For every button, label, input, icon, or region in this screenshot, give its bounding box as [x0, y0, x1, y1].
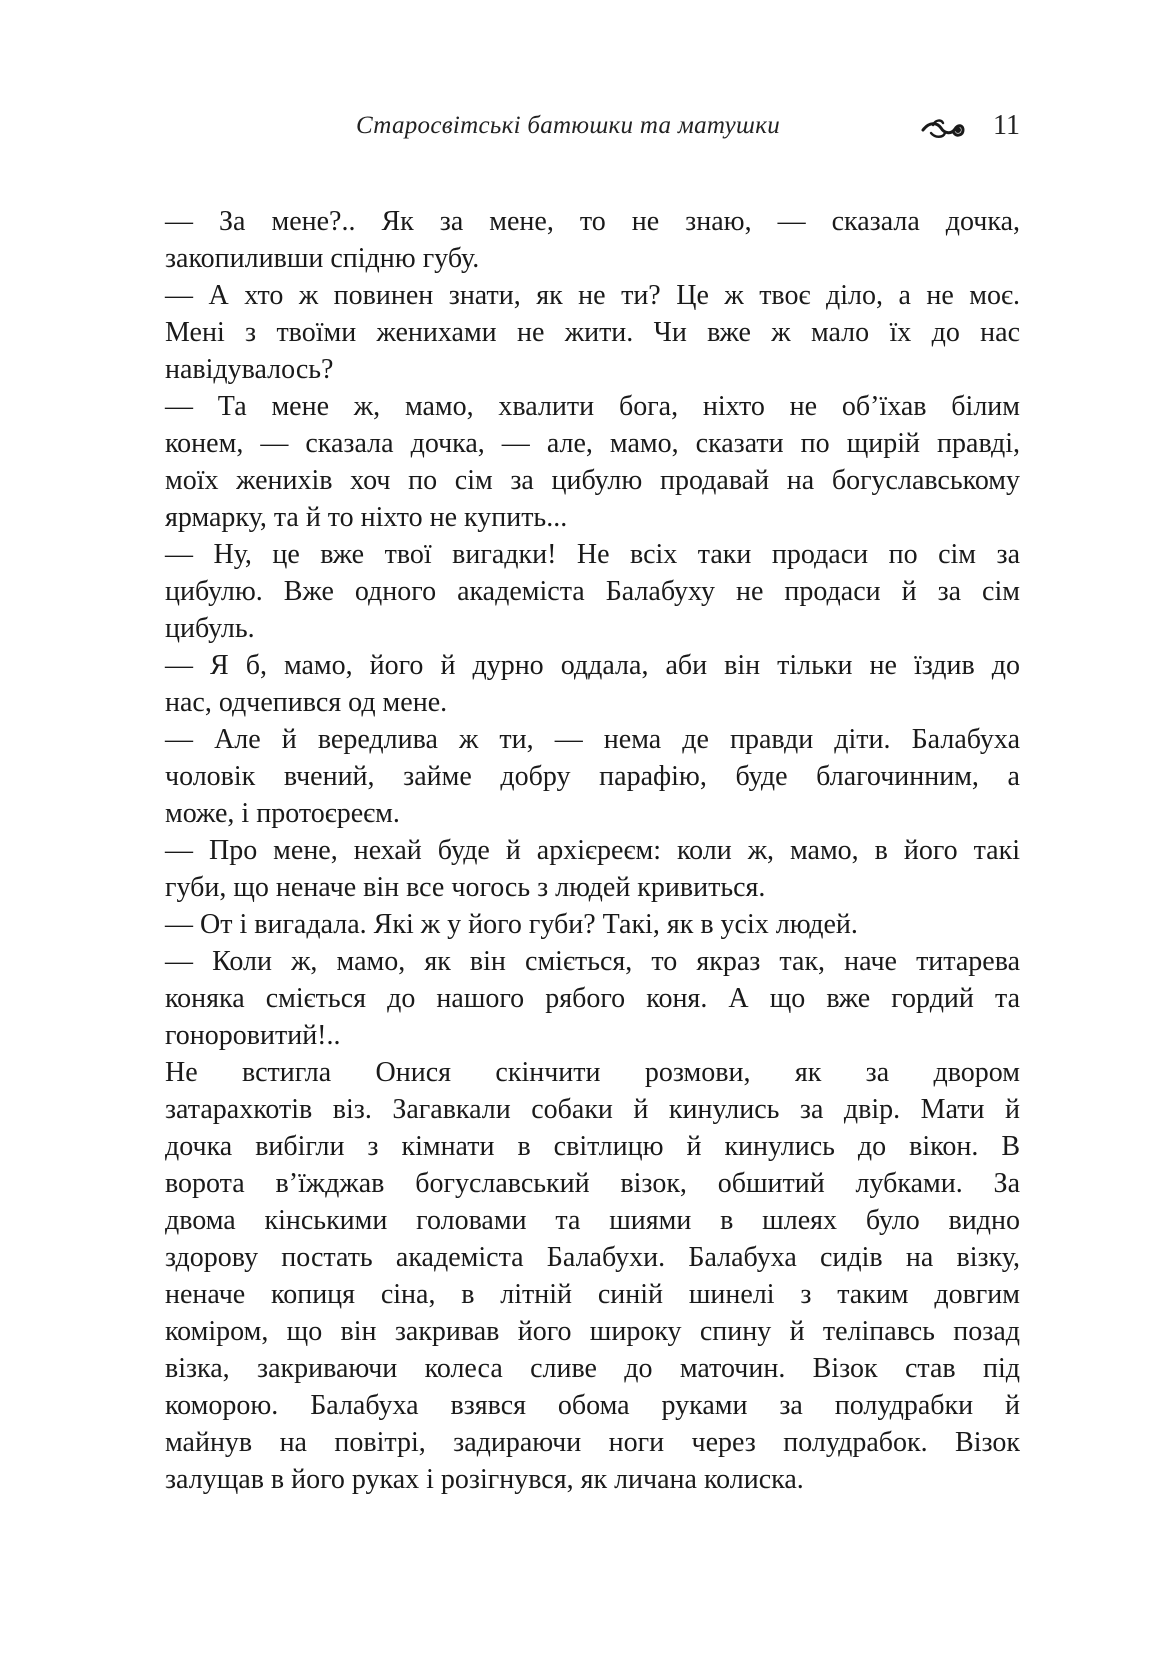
text-line: Мені з твоїми женихами не жити. Чи вже ж мало їх до нас: [165, 317, 1020, 348]
text-line: — Про мене, нехай буде й архієреєм: коли ж, мамо, в його такі: [165, 835, 1020, 866]
text-line: коняка сміється до нашого рябого коня. А що вже гордий та: [165, 983, 1020, 1014]
text-line: цибулю. Вже одного академіста Балабуху не продаси й за сім: [165, 576, 1020, 607]
text-line: коморою. Балабуха взявся обома руками за полудрабки й: [165, 1390, 1020, 1421]
text-line: — Але й вередлива ж ти, — нема де правди діти. Балабуха: [165, 724, 1020, 755]
text-line: візка, закриваючи колеса сливе до маточин. Візок став під: [165, 1353, 1020, 1384]
text-line: — Ну, це вже твої вигадки! Не всіх таки продаси по сім за: [165, 539, 1020, 570]
text-line: — Я б, мамо, його й дурно оддала, аби він тільки не їздив до: [165, 650, 1020, 681]
text-line: моїх женихів хоч по сім за цибулю продавай на богуславському: [165, 465, 1020, 496]
text-line: — За мене?.. Як за мене, то не знаю, — сказала дочка,: [165, 206, 1020, 237]
text-line: чоловік вчений, займе добру парафію, буде благочинним, а: [165, 761, 1020, 792]
text-line: ворота в’їжджав богуславський візок, обшитий лубками. За: [165, 1168, 1020, 1199]
paragraph: [165, 906, 1020, 943]
text-body: [165, 203, 1020, 1498]
text-line: закопиливши спідню губу.: [165, 243, 480, 274]
running-header: [160, 112, 1020, 152]
paragraph: [165, 943, 1020, 1054]
text-line: навідувалось?: [165, 354, 334, 385]
text-line: Не встигла Онися скінчити розмови, як за двором: [165, 1057, 1020, 1088]
text-line: губи, що неначе він все чогось з людей кривиться.: [165, 872, 766, 903]
paragraph: [165, 832, 1020, 906]
text-line: конем, — сказала дочка, — але, мамо, сказати по щирій правді,: [165, 428, 1020, 459]
text-line: гоноровитий!..: [165, 1020, 341, 1051]
text-line: цибуль.: [165, 613, 255, 644]
paragraph: [165, 536, 1020, 647]
paragraph: [165, 388, 1020, 536]
paragraph: [165, 277, 1020, 388]
text-line: коміром, що він закривав його широку спину й теліпавсь позад: [165, 1316, 1020, 1347]
text-line: — А хто ж повинен знати, як не ти? Це ж твоє діло, а не моє.: [165, 280, 1020, 311]
text-line: ярмарку, та й то ніхто не купить...: [165, 502, 568, 533]
text-line: майнув на повітрі, задираючи ноги через полудрабок. Візок: [165, 1427, 1020, 1458]
text-line: може, і протоєреєм.: [165, 798, 400, 829]
page-number: 11: [993, 110, 1020, 141]
text-line: — Коли ж, мамо, як він сміється, то якраз так, наче титарева: [165, 946, 1020, 977]
text-line: дочка вибігли з кімнати в світлицю й кинулись до вікон. В: [165, 1131, 1020, 1162]
text-line: затарахкотів віз. Загавкали собаки й кинулись за двір. Мати й: [165, 1094, 1020, 1125]
text-line: двома кінськими головами та шиями в шлеях було видно: [165, 1205, 1020, 1236]
paragraph: [165, 721, 1020, 832]
text-line: — Та мене ж, мамо, хвалити бога, ніхто не об’їхав білим: [165, 391, 1020, 422]
text-line: залущав в його руках і розігнувся, як личана колиска.: [165, 1464, 804, 1495]
paragraph: [165, 1054, 1020, 1498]
text-line: нас, одчепився од мене.: [165, 687, 448, 718]
text-line: неначе копиця сіна, в літній синій шинелі з таким довгим: [165, 1279, 1020, 1310]
text-line: — От і вигадала. Які ж у його губи? Такі, як в усіх людей.: [165, 909, 858, 940]
paragraph: [165, 647, 1020, 721]
running-header-title: Старосвітські батюшки та матушки: [355, 112, 780, 139]
paragraph: [165, 203, 1020, 277]
fleuron-ornament-icon: [921, 116, 965, 142]
text-line: здорову постать академіста Балабухи. Балабуха сидів на візку,: [165, 1242, 1020, 1273]
